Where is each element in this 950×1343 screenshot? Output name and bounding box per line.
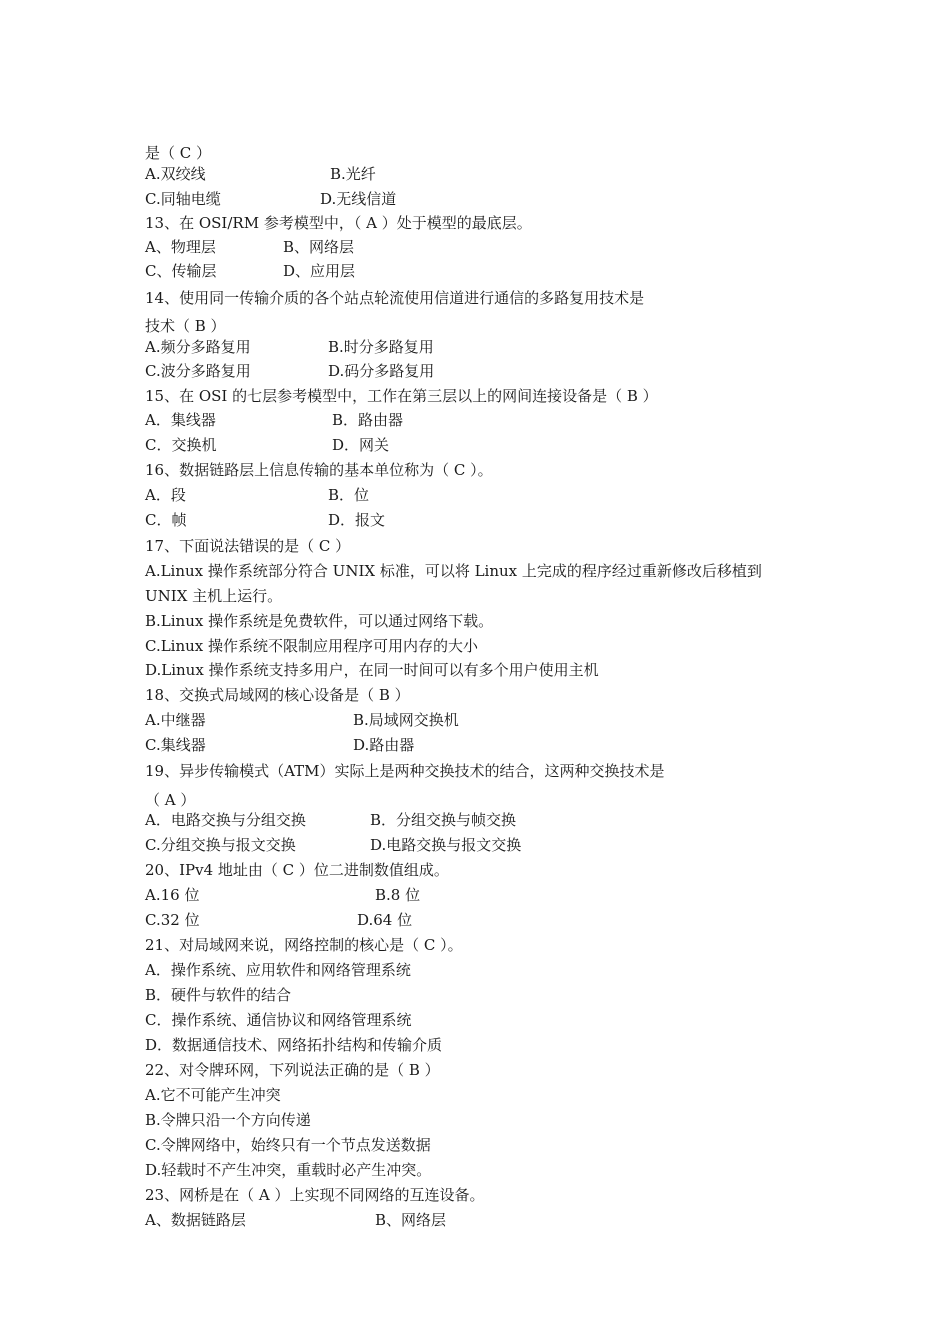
text-line: A.Linux 操作系统部分符合 UNIX 标准，可以将 Linux 上完成的程序经过重新修改后移植到 [145, 562, 762, 580]
text-line: B.令牌只沿一个方向传递 [145, 1111, 311, 1129]
question-18: 18、交换式局域网的核心设备是（ B ） [145, 686, 410, 704]
option-line: C.集线器 D.路由器 [145, 736, 415, 754]
text-line: A．操作系统、应用软件和网络管理系统 [145, 961, 411, 979]
text-line: B.Linux 操作系统是免费软件，可以通过网络下载。 [145, 612, 494, 630]
option-line: A．电路交换与分组交换 B．分组交换与帧交换 [145, 811, 517, 829]
question-20: 20、IPv4 地址由（ C ）位二进制数值组成。 [145, 861, 449, 879]
text-line: C．操作系统、通信协议和网络管理系统 [145, 1011, 412, 1029]
text-line: （ A ） [145, 791, 196, 809]
question-16: 16、数据链路层上信息传输的基本单位称为（ C ）。 [145, 461, 493, 479]
text-line: 是（ C ） [145, 144, 212, 162]
option-line: A.频分多路复用 B.时分多路复用 [145, 338, 434, 356]
question-21: 21、对局域网来说，网络控制的核心是（ C ）。 [145, 936, 463, 954]
option-line: C.波分多路复用 D.码分多路复用 [145, 362, 435, 380]
text-line: D.轻载时不产生冲突，重载时必产生冲突。 [145, 1161, 432, 1179]
option-line: A．集线器 B．路由器 [145, 411, 404, 429]
option-line: A.中继器 B.局域网交换机 [145, 711, 459, 729]
text-line: D.Linux 操作系统支持多用户，在同一时间可以有多个用户使用主机 [145, 661, 599, 679]
option-line: C．帧 D．报文 [145, 511, 386, 529]
option-line: A、数据链路层 B、网络层 [145, 1211, 447, 1229]
option-line: C.分组交换与报文交换 D.电路交换与报文交换 [145, 836, 522, 854]
text-line: B．硬件与软件的结合 [145, 986, 292, 1004]
question-23: 23、网桥是在（ A ）上实现不同网络的互连设备。 [145, 1186, 485, 1204]
question-19: 19、异步传输模式（ATM）实际上是两种交换技术的结合，这两种交换技术是 [145, 762, 665, 780]
text-line: 技术（ B ） [145, 317, 226, 335]
question-15: 15、在 OSI 的七层参考模型中，工作在第三层以上的网间连接设备是（ B ） [145, 387, 658, 405]
option-line: C.同轴电缆 D.无线信道 [145, 190, 397, 208]
question-14: 14、使用同一传输介质的各个站点轮流使用信道进行通信的多路复用技术是 [145, 289, 645, 307]
text-line: A.它不可能产生冲突 [145, 1086, 281, 1104]
option-line: A.双绞线 B.光纤 [145, 165, 376, 183]
option-line: C、传输层 D、应用层 [145, 262, 356, 280]
option-line: A．段 B．位 [145, 486, 370, 504]
text-line: C.Linux 操作系统不限制应用程序可用内存的大小 [145, 637, 479, 655]
option-line: C．交换机 D．网关 [145, 436, 390, 454]
question-13: 13、在 OSI/RM 参考模型中，（ A ）处于模型的最底层。 [145, 214, 532, 232]
question-17: 17、下面说法错误的是（ C ） [145, 537, 351, 555]
text-line: UNIX 主机上运行。 [145, 587, 283, 605]
option-line: A.16 位 B.8 位 [145, 886, 421, 904]
option-line: C.32 位 D.64 位 [145, 911, 413, 929]
text-line: C.令牌网络中，始终只有一个节点发送数据 [145, 1136, 431, 1154]
option-line: A、物理层 B、网络层 [145, 238, 355, 256]
text-line: D．数据通信技术、网络拓扑结构和传输介质 [145, 1036, 443, 1054]
question-22: 22、对令牌环网，下列说法正确的是（ B ） [145, 1061, 440, 1079]
